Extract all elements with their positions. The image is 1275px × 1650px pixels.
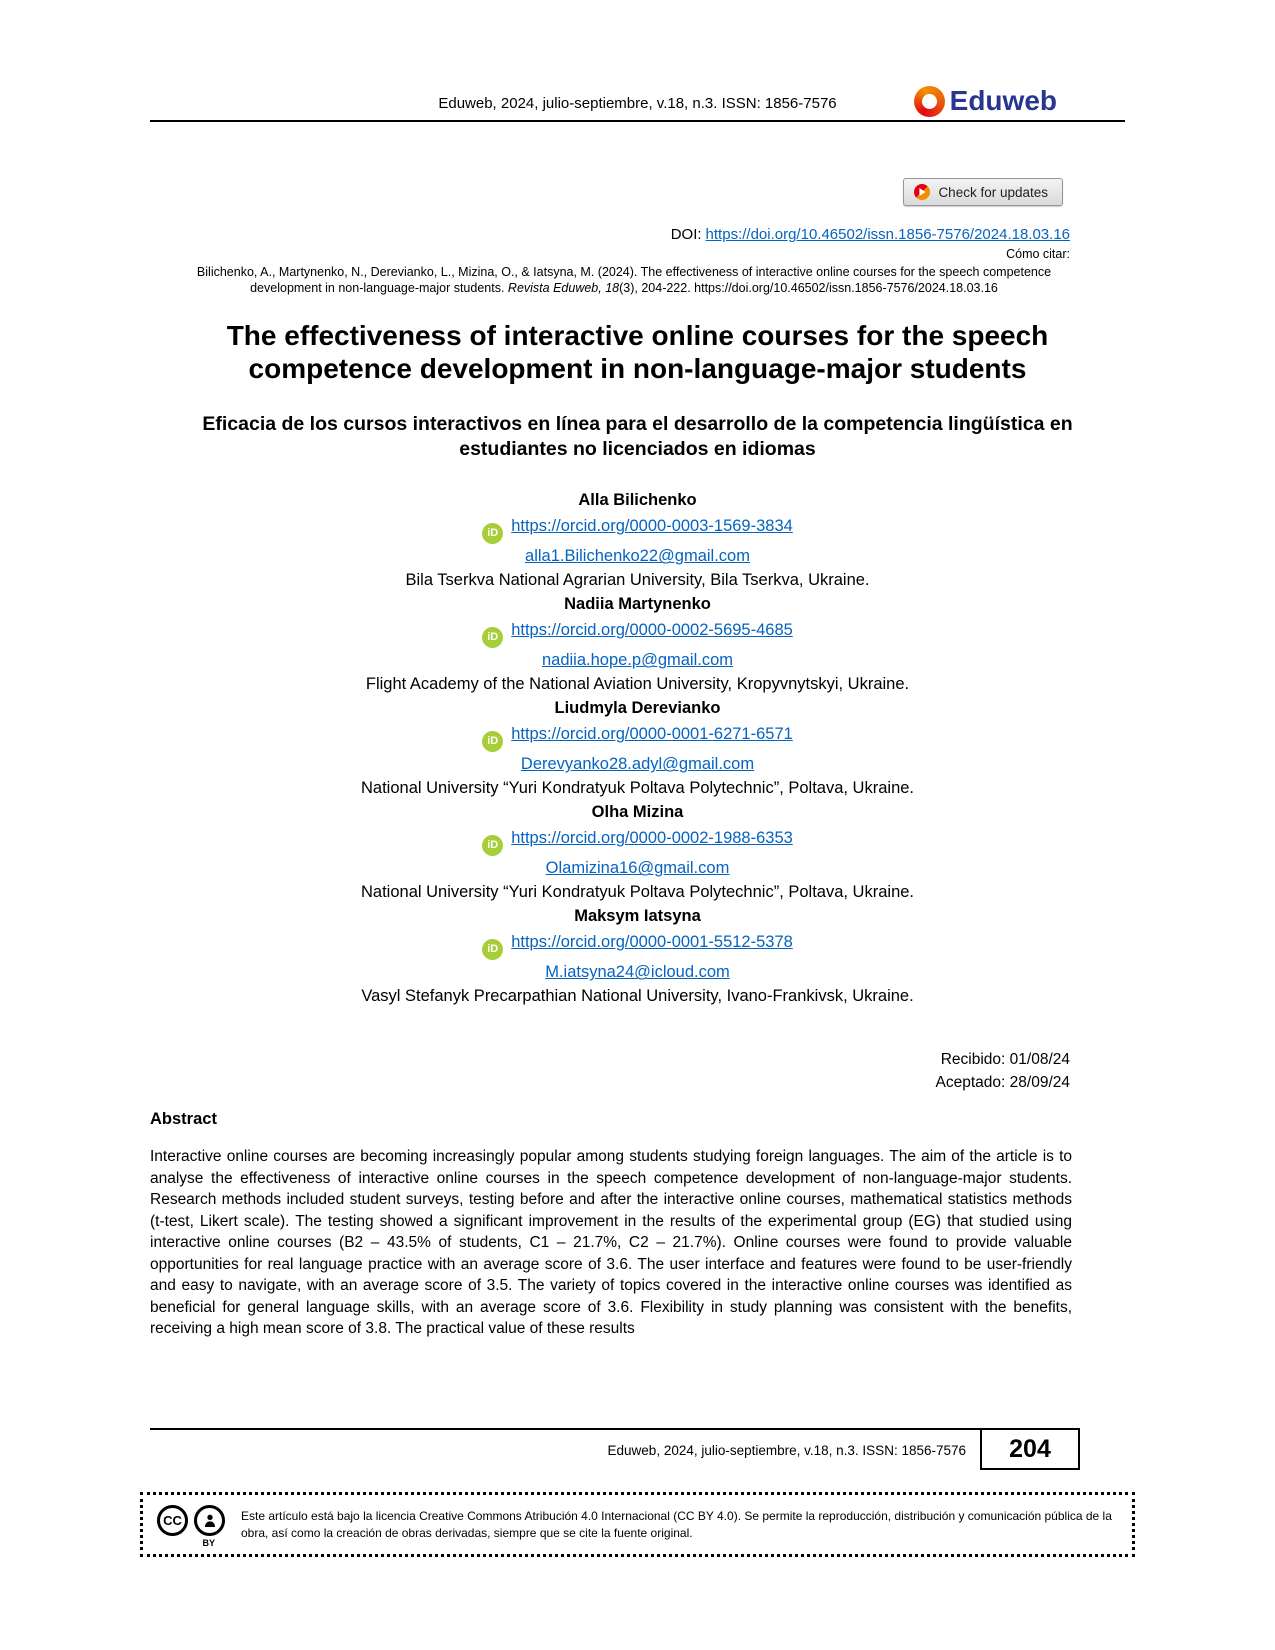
orcid-icon: iD bbox=[482, 627, 503, 648]
check-for-updates-label: Check for updates bbox=[938, 184, 1048, 200]
author-orcid-line bbox=[150, 928, 1125, 960]
author-block bbox=[150, 800, 1125, 904]
doi-link[interactable]: https://doi.org/10.46502/issn.1856-7576/2024.18.03.16 bbox=[705, 226, 1070, 243]
author-block bbox=[150, 904, 1125, 1008]
check-updates-row bbox=[150, 178, 1125, 206]
author-orcid-line bbox=[150, 720, 1125, 752]
abstract-text: Interactive online courses are becoming increasingly popular among students studying foreign languages. The aim of the article is to analyse the effectiveness of interactive online courses in the speech competence development of non-language-major students. Research methods included student surveys, testing before and after the interactive online courses, mathematical statistics methods (t-test, Likert scale). The testing showed a significant improvement in the results of the experimental group (EG) that studied using interactive online courses (B2 – 43.5% of students, C1 – 21.7%, C2 – 21.7%). Online courses were found to provide valuable opportunities for real language practice with an average score of 3.6. The user interface and features were found to be user-friendly and easy to navigate, with an average score of 3.5. The variety of topics covered in the interactive online courses was identified as beneficial for general language skills, with an average score of 3.6. Flexibility in study planning was consistent with the benefits, receiving a high mean score of 3.8. The practical value of these results bbox=[150, 1148, 1072, 1338]
cc-icon bbox=[157, 1505, 188, 1536]
citation-paragraph bbox=[178, 264, 1070, 297]
attribution-person-icon bbox=[194, 1505, 225, 1536]
orcid-link[interactable]: https://orcid.org/0000-0003-1569-3834 bbox=[511, 517, 793, 536]
orcid-icon: iD bbox=[482, 523, 503, 544]
author-orcid-line bbox=[150, 512, 1125, 544]
orcid-icon: iD bbox=[482, 835, 503, 856]
authors-section bbox=[150, 488, 1125, 1008]
cc-by-badge bbox=[157, 1505, 225, 1548]
citation-text-start: Bilichenko, A., Martynenko, N., Derevianko, L., Mizina, O., & Iatsyna, M. (2024). The effectiveness of interactive online courses for the speech competence development in non-language-major students. bbox=[196, 265, 1052, 296]
author-orcid-line bbox=[150, 824, 1125, 856]
citation-journal-italic: Revista Eduweb, 18 bbox=[507, 281, 620, 296]
orcid-link[interactable]: https://orcid.org/0000-0002-5695-4685 bbox=[511, 621, 793, 640]
author-name: Olha Mizina bbox=[591, 803, 684, 822]
author-block bbox=[150, 696, 1125, 800]
author-affiliation: Vasyl Stefanyk Precarpathian National University, Ivano-Frankivsk, Ukraine. bbox=[361, 987, 914, 1006]
email-link[interactable]: alla1.Bilichenko22@gmail.com bbox=[525, 547, 750, 566]
by-label: BY bbox=[202, 1538, 215, 1548]
author-email-line bbox=[150, 544, 1125, 568]
email-link[interactable]: M.iatsyna24@icloud.com bbox=[545, 963, 730, 982]
crossmark-icon bbox=[914, 184, 930, 200]
citation-text-end: (3), 204-222. https://doi.org/10.46502/issn.1856-7576/2024.18.03.16 bbox=[619, 281, 998, 296]
author-email-line bbox=[150, 960, 1125, 984]
page-header bbox=[150, 86, 1125, 122]
orcid-icon: iD bbox=[482, 939, 503, 960]
author-email-line bbox=[150, 856, 1125, 880]
eduweb-logo-ring-icon bbox=[914, 86, 945, 117]
doi-row bbox=[150, 226, 1125, 243]
abstract-heading: Abstract bbox=[150, 1110, 217, 1129]
orcid-icon: iD bbox=[482, 731, 503, 752]
orcid-link[interactable]: https://orcid.org/0000-0001-6271-6571 bbox=[511, 725, 793, 744]
email-link[interactable]: Olamizina16@gmail.com bbox=[545, 859, 730, 878]
author-affiliation: Bila Tserkva National Agrarian University, Bila Tserkva, Ukraine. bbox=[405, 571, 870, 590]
cc-icon-label: CC bbox=[163, 1513, 182, 1528]
footer-journal-line: Eduweb, 2024, julio-septiembre, v.18, n.3. ISSN: 1856-7576 bbox=[607, 1442, 966, 1458]
author-name: Nadiia Martynenko bbox=[564, 595, 711, 614]
author-orcid-line bbox=[150, 616, 1125, 648]
author-email-line bbox=[150, 752, 1125, 776]
email-link[interactable]: nadiia.hope.p@gmail.com bbox=[541, 651, 734, 670]
article-title-es: Eficacia de los cursos interactivos en línea para el desarrollo de la competencia lingüística en estudiantes no licenciados en idiomas bbox=[202, 412, 1073, 461]
header-journal-line: Eduweb, 2024, julio-septiembre, v.18, n.3. ISSN: 1856-7576 bbox=[438, 95, 837, 112]
como-citar-label: Cómo citar: bbox=[1006, 247, 1070, 261]
author-name: Liudmyla Derevianko bbox=[554, 699, 721, 718]
author-name: Alla Bilichenko bbox=[578, 491, 697, 510]
author-email-line bbox=[150, 648, 1125, 672]
author-block bbox=[150, 488, 1125, 592]
doi-label: DOI: bbox=[670, 226, 702, 243]
license-box bbox=[140, 1492, 1135, 1557]
orcid-link[interactable]: https://orcid.org/0000-0001-5512-5378 bbox=[511, 933, 793, 952]
page-footer bbox=[150, 1428, 1080, 1470]
author-affiliation: National University “Yuri Kondratyuk Poltava Polytechnic”, Poltava, Ukraine. bbox=[361, 779, 914, 798]
check-for-updates-button[interactable] bbox=[903, 178, 1063, 206]
accepted-date: Aceptado: 28/09/24 bbox=[935, 1074, 1070, 1092]
email-link[interactable]: Derevyanko28.adyl@gmail.com bbox=[520, 755, 755, 774]
article-title-en: The effectiveness of interactive online courses for the speech competence development in non-language-major students bbox=[226, 319, 1049, 385]
received-date: Recibido: 01/08/24 bbox=[940, 1051, 1070, 1069]
license-text: Este artículo está bajo la licencia Creative Commons Atribución 4.0 Internacional (CC BY 4.0). Se permite la reproducción, distribución y comunicación pública de la obra, así como la creación de obras derivadas, siempre que se cite la fuente original. bbox=[241, 1508, 1112, 1540]
author-affiliation: National University “Yuri Kondratyuk Poltava Polytechnic”, Poltava, Ukraine. bbox=[361, 883, 914, 902]
eduweb-logo-text: Eduweb bbox=[949, 85, 1057, 116]
page-number: 204 bbox=[1009, 1434, 1051, 1463]
author-block bbox=[150, 592, 1125, 696]
eduweb-logo bbox=[914, 85, 1057, 117]
author-name: Maksym Iatsyna bbox=[574, 907, 701, 926]
orcid-link[interactable]: https://orcid.org/0000-0002-1988-6353 bbox=[511, 829, 793, 848]
page-number-box bbox=[980, 1428, 1080, 1470]
author-affiliation: Flight Academy of the National Aviation University, Kropyvnytskyi, Ukraine. bbox=[365, 675, 910, 694]
dates-block bbox=[150, 1048, 1125, 1094]
